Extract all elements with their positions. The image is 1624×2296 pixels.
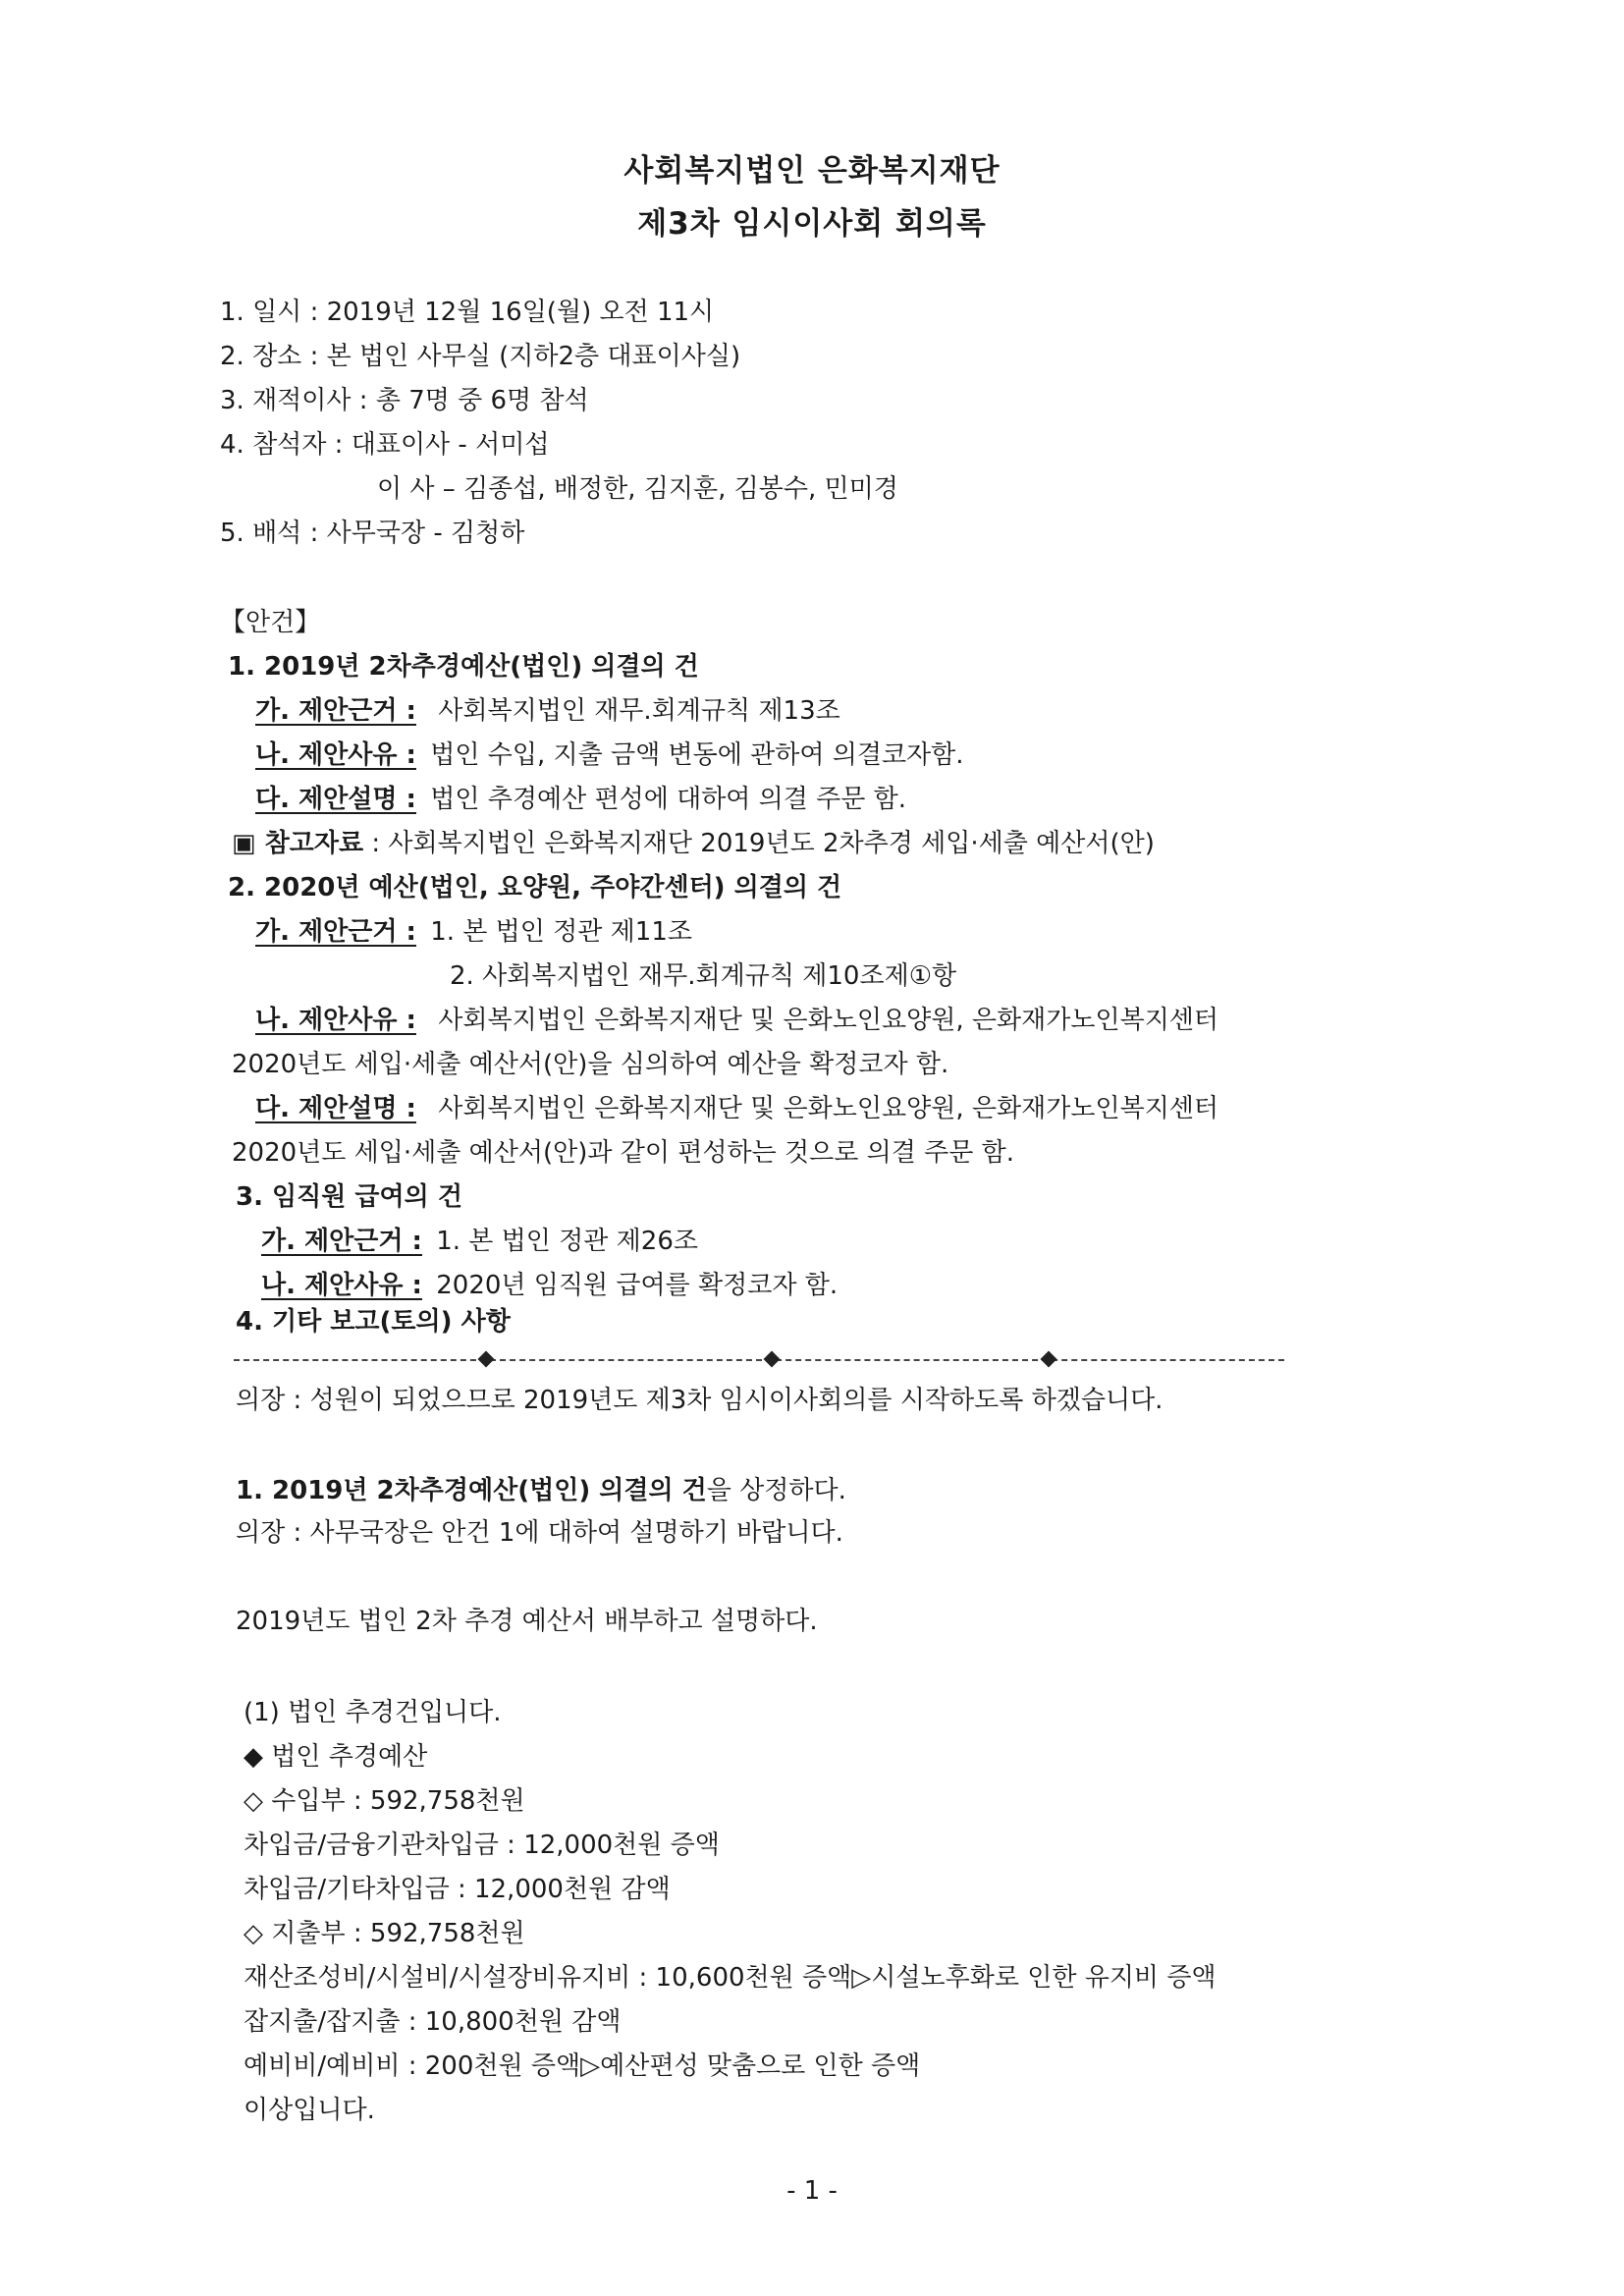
section-divider xyxy=(234,1353,1284,1367)
expense-item-3: 예비비/예비비 : 200천원 증액▷예산편성 맞춤으로 인한 증액 xyxy=(244,2051,921,2081)
agenda-item-2-explanation-cont: 2020년도 세입·세출 예산서(안)과 같이 편성하는 것으로 의결 주문 함. xyxy=(232,1138,1015,1168)
reason-label: 나. 제안사유 : xyxy=(255,740,416,770)
reason-text: 사회복지법인 은화복지재단 및 은화노인요양원, 은화재가노인복지센터 xyxy=(438,1006,1219,1035)
budget-distribution-note: 2019년도 법인 2차 추경 예산서 배부하고 설명하다. xyxy=(236,1607,818,1636)
explanation-label: 다. 제안설명 : xyxy=(255,785,416,814)
observer: 5. 배석 : 사무국장 - 김청하 xyxy=(220,519,525,548)
basis-text: 1. 본 법인 정관 제26조 xyxy=(436,1227,698,1256)
reference-text: : 사회복지법인 은화복지재단 2019년도 2차추경 세입·세출 예산서(안) xyxy=(363,829,1155,858)
divider-dashed-line xyxy=(234,1359,1284,1361)
document-title-meeting: 제3차 임시이사회 회의록 xyxy=(637,206,987,242)
agenda-item-1-explanation xyxy=(255,784,906,815)
reason-text: 2020년 임직원 급여를 확정코자 함. xyxy=(436,1271,839,1300)
chair-request: 의장 : 사무국장은 안건 1에 대하여 설명하기 바랍니다. xyxy=(236,1518,843,1548)
agenda-item-1-reason xyxy=(255,739,964,771)
agenda-label: 【안건】 xyxy=(220,608,321,637)
agenda-item-3-title: 3. 임직원 급여의 건 xyxy=(236,1182,462,1212)
agenda-item-2-title: 2. 2020년 예산(법인, 요양원, 주야간센터) 의결의 건 xyxy=(228,873,842,902)
reference-material xyxy=(232,828,1155,859)
reason-label: 나. 제안사유 : xyxy=(255,1006,416,1035)
document-title-org: 사회복지법인 은화복지재단 xyxy=(623,153,1001,189)
basis-label: 가. 제안근거 : xyxy=(261,1227,422,1256)
agenda-item-1-title: 1. 2019년 2차추경예산(법인) 의결의 건 xyxy=(228,652,699,682)
page-number: - 1 - xyxy=(786,2176,838,2206)
basis-label: 가. 제안근거 : xyxy=(255,696,416,726)
agenda-item-2-reason xyxy=(255,1005,1218,1036)
meeting-place: 2. 장소 : 본 법인 사무실 (지하2층 대표이사실) xyxy=(220,342,741,371)
attendee-members: 이 사 – 김종섭, 배정한, 김지훈, 김봉수, 민미경 xyxy=(377,474,898,504)
expense-item-1: 재산조성비/시설비/시설장비유지비 : 10,600천원 증액▷시설노후화로 인한 유지비 증액 xyxy=(244,1963,1217,1993)
sub-item-1: (1) 법인 추경건입니다. xyxy=(244,1698,502,1727)
directors-count: 3. 재적이사 : 총 7명 중 6명 참석 xyxy=(220,386,589,415)
meeting-date: 1. 일시 : 2019년 12월 16일(월) 오전 11시 xyxy=(220,298,715,327)
explanation-text: 사회복지법인 은화복지재단 및 은화노인요양원, 은화재가노인복지센터 xyxy=(438,1094,1219,1123)
agenda-item-4-title: 4. 기타 보고(토의) 사항 xyxy=(236,1307,511,1337)
expense-total: ◇ 지출부 : 592,758천원 xyxy=(244,1919,525,1948)
basis-text: 1. 본 법인 정관 제11조 xyxy=(430,917,692,947)
revenue-item-2: 차입금/기타차입금 : 12,000천원 감액 xyxy=(244,1875,671,1904)
item-title: 1. 2019년 2차추경예산(법인) 의결의 건 xyxy=(236,1476,707,1505)
divider-diamond-icon xyxy=(1041,1351,1057,1368)
divider-diamond-icon xyxy=(764,1351,781,1368)
agenda-item-2-basis xyxy=(255,916,692,948)
expense-item-2: 잡지출/잡지출 : 10,800천원 감액 xyxy=(244,2007,622,2037)
closing-remark: 이상입니다. xyxy=(244,2096,375,2125)
reason-label: 나. 제안사유 : xyxy=(261,1271,422,1300)
chair-opening-statement: 의장 : 성원이 되었으므로 2019년도 제3차 임시이사회의를 시작하도록 하겠습니다. xyxy=(236,1386,1164,1415)
basis-label: 가. 제안근거 : xyxy=(255,917,416,947)
divider-diamond-icon xyxy=(478,1351,495,1368)
attendee-chair: 4. 참석자 : 대표이사 - 서미섭 xyxy=(220,430,550,460)
explanation-label: 다. 제안설명 : xyxy=(255,1094,416,1123)
agenda-item-3-basis xyxy=(261,1226,698,1257)
budget-heading: ◆ 법인 추경예산 xyxy=(244,1742,428,1772)
revenue-item-1: 차입금/금융기관차입금 : 12,000천원 증액 xyxy=(244,1831,720,1860)
revenue-total: ◇ 수입부 : 592,758천원 xyxy=(244,1786,525,1816)
agenda-item-1-basis xyxy=(255,695,840,727)
reference-label: ▣ 참고자료 xyxy=(232,829,364,858)
item-action: 을 상정하다. xyxy=(706,1476,846,1505)
agenda-item-2-reason-cont: 2020년도 세입·세출 예산서(안)을 심의하여 예산을 확정코자 함. xyxy=(232,1050,949,1079)
minutes-item-1-tabled xyxy=(236,1475,846,1506)
agenda-item-2-explanation xyxy=(255,1093,1218,1124)
agenda-item-3-reason xyxy=(261,1270,838,1301)
reason-text: 법인 수입, 지출 금액 변동에 관하여 의결코자함. xyxy=(430,740,964,770)
agenda-item-2-basis-2: 2. 사회복지법인 재무.회계규칙 제10조제①항 xyxy=(450,961,957,991)
basis-text: 사회복지법인 재무.회계규칙 제13조 xyxy=(438,696,840,726)
explanation-text: 법인 추경예산 편성에 대하여 의결 주문 함. xyxy=(430,785,907,814)
